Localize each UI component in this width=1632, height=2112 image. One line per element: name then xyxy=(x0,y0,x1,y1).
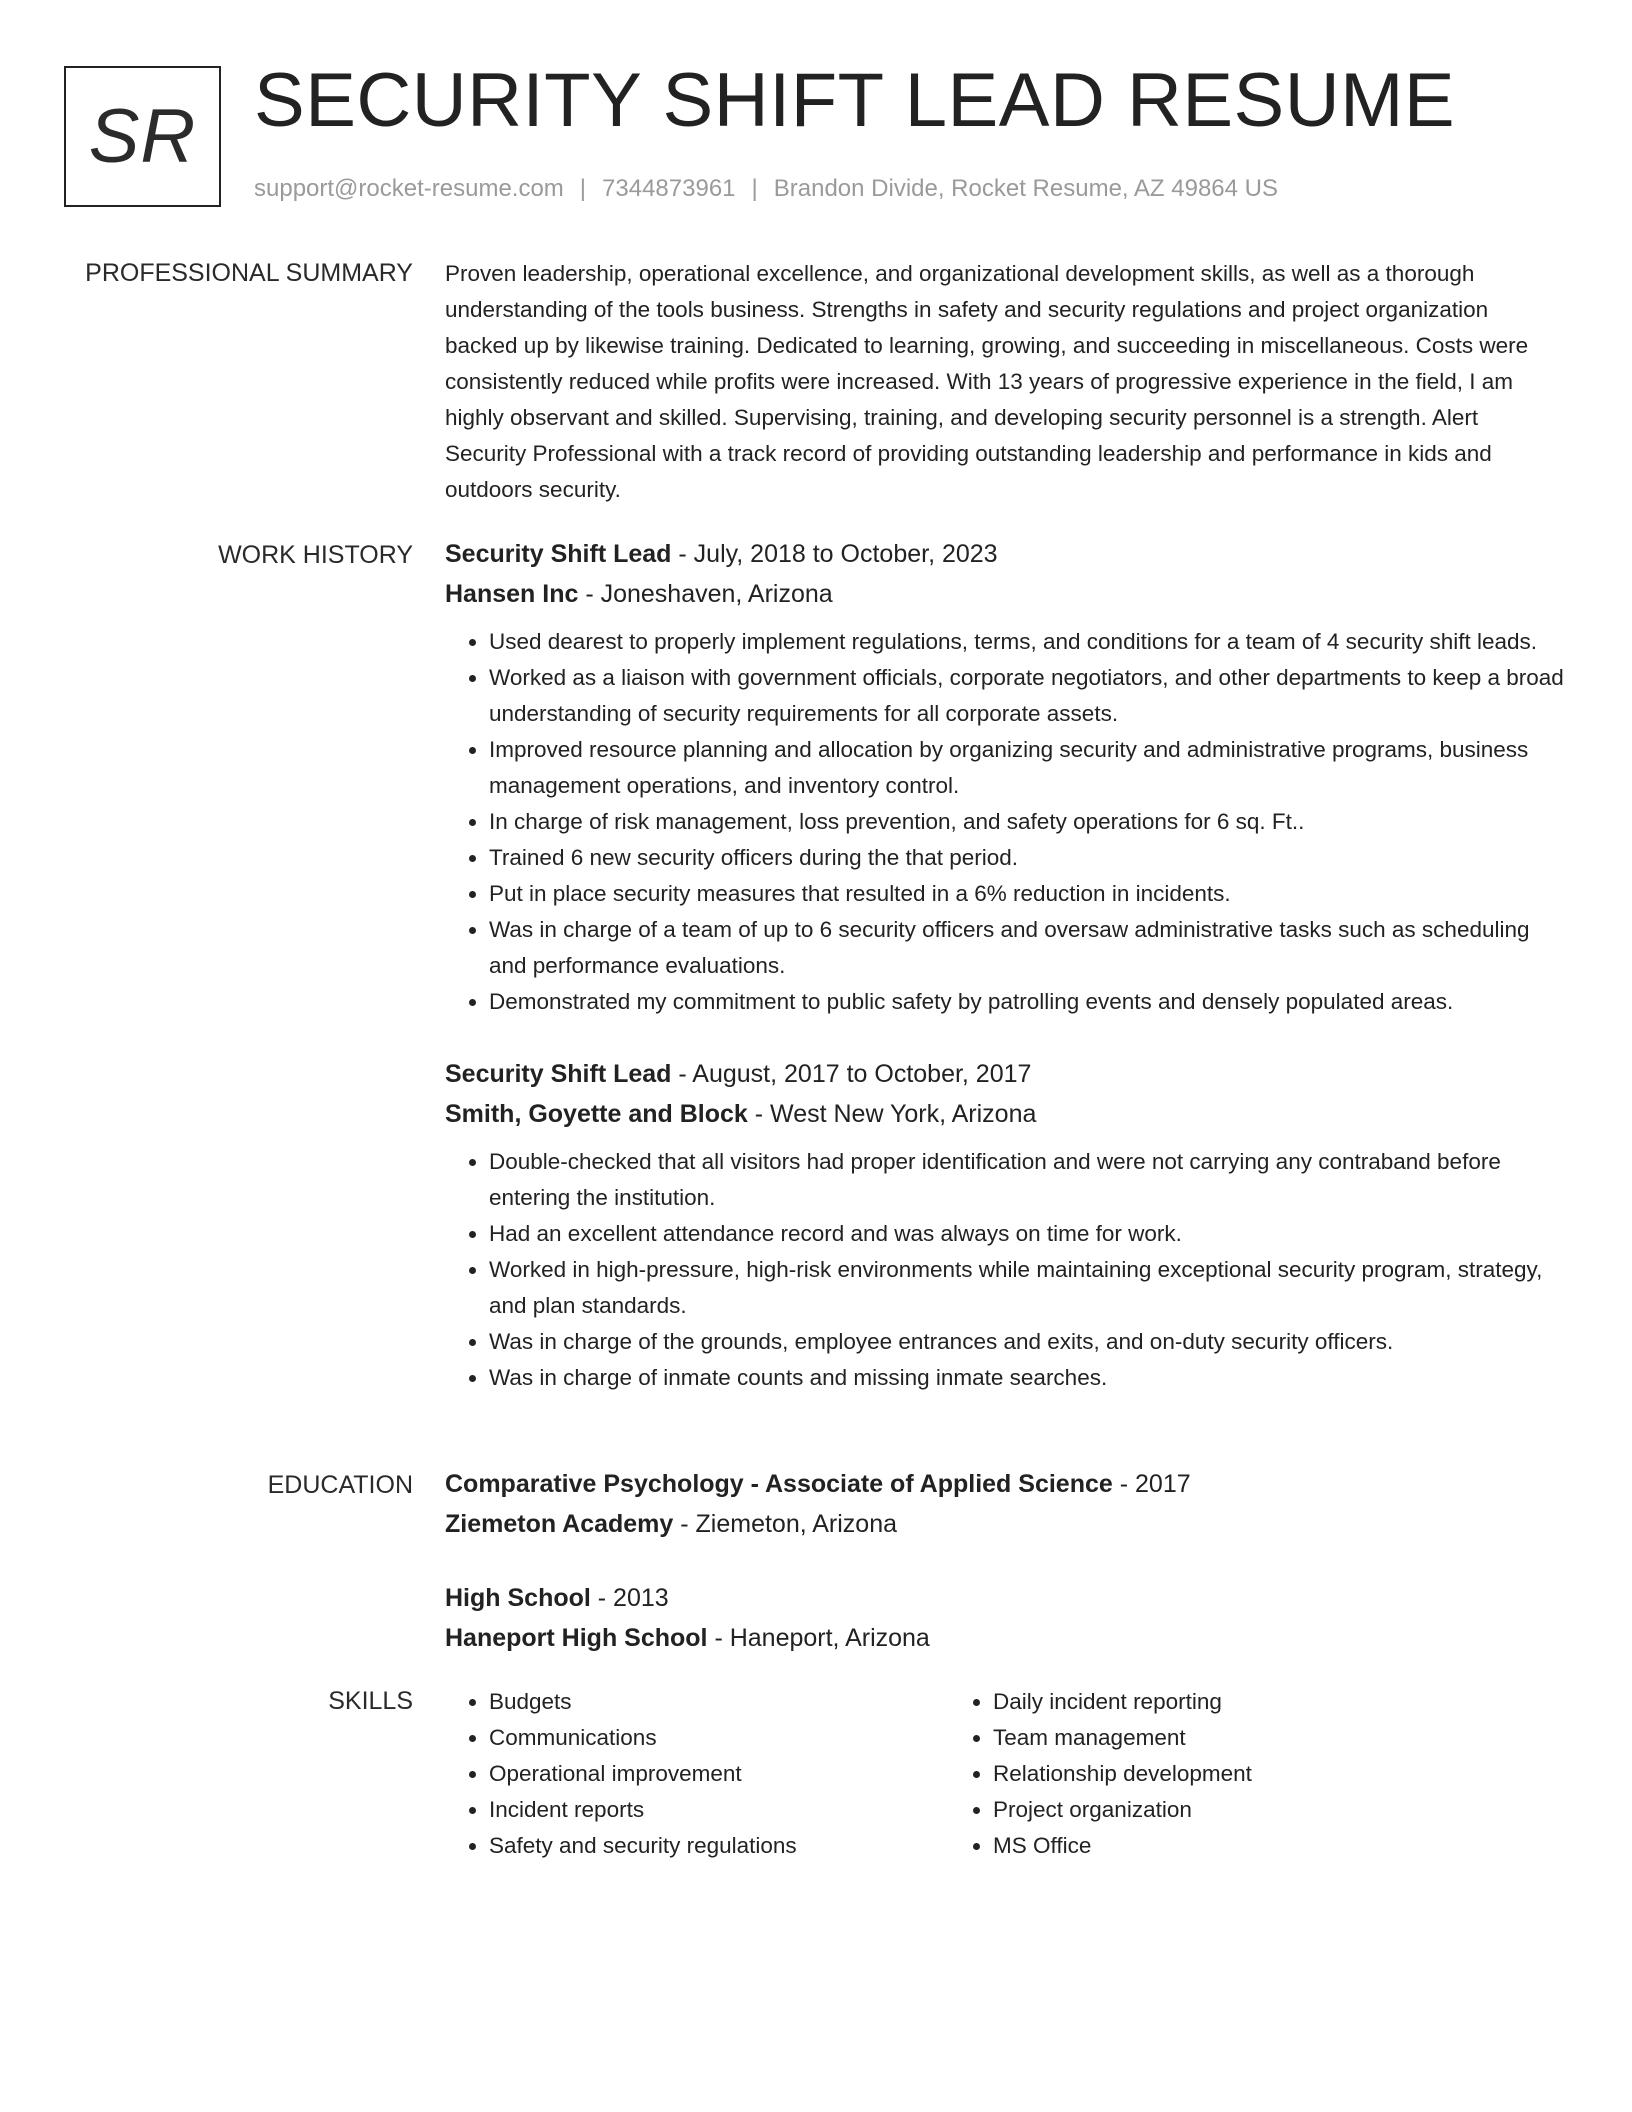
job-dates: - August, 2017 to October, 2017 xyxy=(671,1060,1032,1088)
job-company-line xyxy=(445,1094,1565,1134)
section-heading: PROFESSIONAL SUMMARY xyxy=(85,259,413,287)
list-item: • Trained 6 new security officers during the that period. xyxy=(489,840,1565,876)
job-entry xyxy=(445,1054,1565,1396)
list-item: • Was in charge of the grounds, employee entrances and exits, and on-duty security officers. xyxy=(489,1324,1565,1360)
list-item: • Put in place security measures that resulted in a 6% reduction in incidents. xyxy=(489,876,1565,912)
monogram-box xyxy=(64,66,221,207)
job-title-line xyxy=(445,534,1565,574)
school-line xyxy=(445,1504,1565,1544)
section-body xyxy=(445,1464,1565,1692)
monogram-initials: SR xyxy=(88,94,197,179)
degree-line xyxy=(445,1578,1565,1618)
job-title: Security Shift Lead xyxy=(445,1060,672,1088)
skill-item: • Operational improvement xyxy=(489,1756,949,1792)
degree-name: High School xyxy=(445,1584,591,1612)
skill-item: • MS Office xyxy=(993,1828,1453,1864)
skill-item: • Budgets xyxy=(489,1684,949,1720)
school-location: - Ziemeton, Arizona xyxy=(673,1510,898,1538)
contact-separator: | xyxy=(751,175,758,202)
skill-item: • Team management xyxy=(993,1720,1453,1756)
job-duties-list xyxy=(445,1144,1565,1396)
school-name: Haneport High School xyxy=(445,1624,708,1652)
job-duties-list xyxy=(445,624,1565,1020)
list-item: • Had an excellent attendance record and was always on time for work. xyxy=(489,1216,1565,1252)
skill-item: • Incident reports xyxy=(489,1792,949,1828)
section-body xyxy=(445,1684,1565,1864)
list-item: • Double-checked that all visitors had proper identification and were not carrying any contraband before entering the institution. xyxy=(489,1144,1565,1216)
job-dates: - July, 2018 to October, 2023 xyxy=(671,540,998,568)
section-heading: WORK HISTORY xyxy=(218,541,413,569)
section-body xyxy=(445,256,1565,508)
degree-year: - 2013 xyxy=(590,1584,669,1612)
job-location: - West New York, Arizona xyxy=(747,1100,1037,1128)
job-location: - Joneshaven, Arizona xyxy=(578,580,833,608)
degree-line xyxy=(445,1464,1565,1504)
contact-email[interactable]: support@rocket-resume.com xyxy=(254,175,564,202)
list-item: • Used dearest to properly implement regulations, terms, and conditions for a team of 4 security shift leads. xyxy=(489,624,1565,660)
job-company-line xyxy=(445,574,1565,614)
skill-item: • Safety and security regulations xyxy=(489,1828,949,1864)
skill-item: • Relationship development xyxy=(993,1756,1453,1792)
contact-separator: | xyxy=(579,175,587,202)
skill-item: • Daily incident reporting xyxy=(993,1684,1453,1720)
job-company: Smith, Goyette and Block xyxy=(445,1100,748,1128)
list-item: • Was in charge of a team of up to 6 security officers and oversaw administrative tasks such as scheduling and performance evaluations. xyxy=(489,912,1565,984)
contact-address: Brandon Divide, Rocket Resume, AZ 49864 US xyxy=(773,175,1279,202)
contact-phone[interactable]: 7344873961 xyxy=(602,175,736,202)
list-item: • Worked as a liaison with government officials, corporate negotiators, and other departments to keep a broad understanding of security requirements for all corporate assets. xyxy=(489,660,1565,732)
section-heading: EDUCATION xyxy=(267,1471,413,1499)
contact-line xyxy=(254,174,1278,204)
school-line xyxy=(445,1618,1565,1658)
section-heading: SKILLS xyxy=(328,1687,413,1715)
skill-item: • Communications xyxy=(489,1720,949,1756)
list-item: • Was in charge of inmate counts and missing inmate searches. xyxy=(489,1360,1565,1396)
list-item: • In charge of risk management, loss prevention, and safety operations for 6 sq. Ft.. xyxy=(489,804,1565,840)
degree-name: Comparative Psychology - Associate of Applied Science xyxy=(445,1470,1113,1498)
school-name: Ziemeton Academy xyxy=(445,1510,674,1538)
school-location: - Haneport, Arizona xyxy=(707,1624,930,1652)
education-entry xyxy=(445,1578,1565,1658)
job-title-line xyxy=(445,1054,1565,1094)
job-company: Hansen Inc xyxy=(445,580,579,608)
resume-title: SECURITY SHIFT LEAD RESUME xyxy=(254,58,1456,143)
skills-list-right xyxy=(949,1684,1453,1864)
skill-item: • Project organization xyxy=(993,1792,1453,1828)
list-item: • Demonstrated my commitment to public safety by patrolling events and densely populated areas. xyxy=(489,984,1565,1020)
list-item: • Worked in high-pressure, high-risk environments while maintaining exceptional security program, strategy, and plan standards. xyxy=(489,1252,1565,1324)
list-item: • Improved resource planning and allocation by organizing security and administrative programs, business management operations, and inventory control. xyxy=(489,732,1565,804)
skills-list-left xyxy=(445,1684,949,1864)
skills-columns xyxy=(445,1684,1565,1864)
job-title: Security Shift Lead xyxy=(445,540,672,568)
job-entry xyxy=(445,534,1565,1020)
degree-year: - 2017 xyxy=(1112,1470,1191,1498)
education-entry xyxy=(445,1464,1565,1544)
summary-text: Proven leadership, operational excellence, and organizational development skills, as well as a thorough understanding of the tools business. Strengths in safety and security regulations and project organization backed up by likewise training. Dedicated to learning, growing, and succeeding in miscellaneous. Costs were consistently reduced while profits were increased. With 13 years of progressive experience in the field, I am highly observant and skilled. Supervising, training, and developing security personnel is a strength. Alert Security Professional with a track record of providing outstanding leadership and performance in kids and outdoors security. xyxy=(445,261,1529,502)
section-body xyxy=(445,534,1565,1430)
